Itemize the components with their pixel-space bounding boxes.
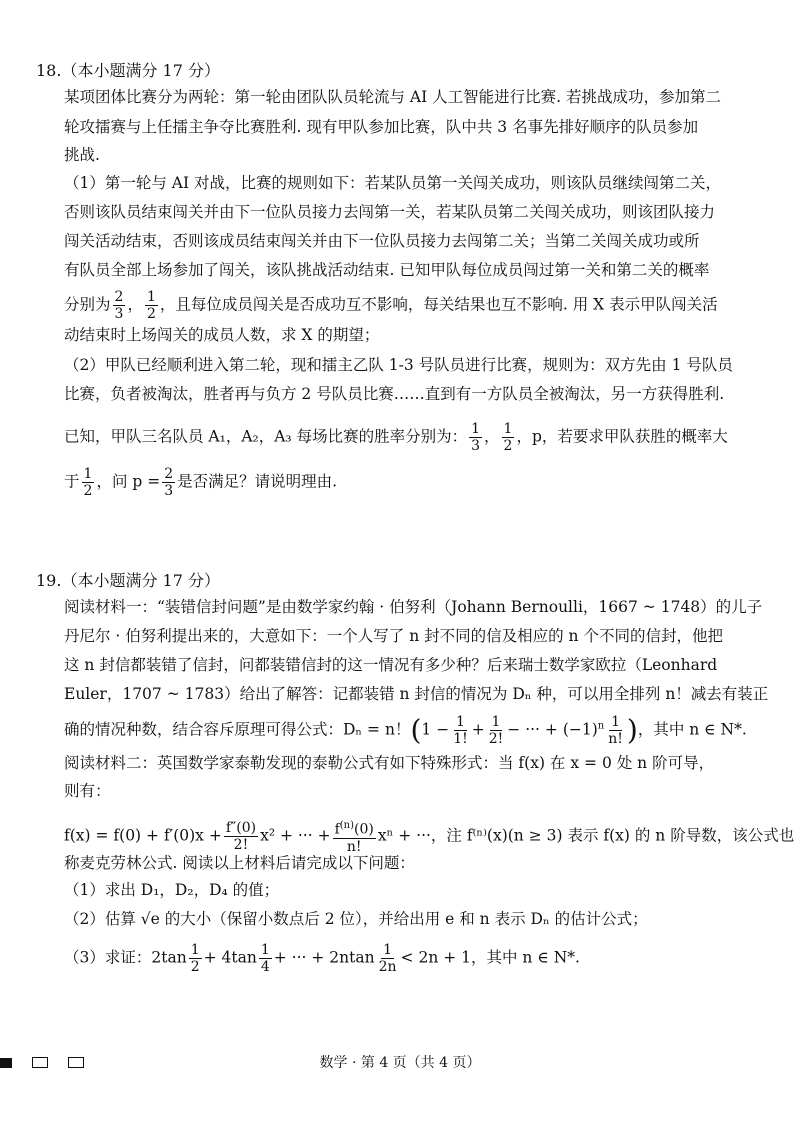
fraction-1-2n: $\frac{1}{2n}$ [378,942,397,975]
question-18-header [36,58,220,81]
question-19-number: 19. [36,571,62,590]
q19-line-12-b: + 4tan [203,948,257,967]
fraction-1-over-nfact: $\frac{1}{n!}$ [608,714,623,747]
q19-line-8-end: xⁿ + ···，注 f⁽ⁿ⁾(x)(n ≥ 3) 表示 f(x) 的 n 阶导数，该公式也 [377,826,795,845]
q19-line-10: （1）求出 D₁，D₂，D₄ 的值； [64,881,280,899]
q18-line-13-end: 是否满足？请说明理由. [177,472,338,491]
q19-line-7: 则有： [64,782,111,800]
q19-line-6: 阅读材料二：英国数学家泰勒发现的泰勒公式有如下特殊形式：当 f(x) 在 x = 0 处 n 阶可导， [64,754,715,772]
q18-line-1: 某项团体比赛分为两轮：第一轮由团队队员轮流与 AI 人工智能进行比赛. 若挑战成功，参加第二 [64,88,722,106]
q19-line-12-c: + ··· + 2ntan [273,948,375,967]
q19-line-5-end: ，其中 n ∈ N*. [637,720,747,739]
fraction-f2-over-2fact: $\frac{f''(0)}{2!}$ [225,819,257,853]
q18-line-12-start: 已知，甲队三名队员 A₁，A₂，A₃ 每场比赛的胜率分别为： [64,427,468,446]
q19-line-11: （2）估算 √e 的大小（保留小数点后 2 位），并给出用 e 和 n 表示 Dₙ 的估计公式； [64,910,648,928]
q18-line-8-start: 分别为 [64,295,111,314]
q18-line-12: 已知，甲队三名队员 A₁，A₂，A₃ 每场比赛的胜率分别为： $\frac{1}{3}$ ， $\frac{1}{2}$ ，p，若要求甲队获胜的概率大 [64,421,728,454]
question-19-header [36,568,220,591]
q18-line-13-mid: ，问 p = [96,472,161,491]
fraction-1-over-1fact: $\frac{1}{1!}$ [453,714,468,747]
q18-line-8: 分别为 $\frac{2}{3}$ ， $\frac{1}{2}$ ，且每位成员闯关是否成功互不影响，每关结果也互不影响. 用 X 表示甲队闯关活 [64,289,718,322]
q19-line-9: 称麦克劳林公式. 阅读以上材料后请完成以下问题： [64,854,415,872]
q18-line-8-end: ，且每位成员闯关是否成功互不影响，每关结果也互不影响. 用 X 表示甲队闯关活 [159,295,718,314]
q18-line-13 [64,466,762,499]
fraction-1-2-d: $\frac{1}{2}$ [190,942,200,975]
q18-line-12-end: ，p，若要求甲队获胜的概率大 [516,427,728,446]
q18-line-4: （1）第一轮与 AI 对战，比赛的规则如下：若某队员第一关闯关成功，则该队员继续闯第二关， [64,174,722,192]
q18-line-10: （2）甲队已经顺利进入第二轮，现和擂主乙队 1-3 号队员进行比赛，规则为：双方先由 1 号队员 [64,356,733,374]
q19-line-5: 确的情况种数，结合容斥原理可得公式：Dₙ = n！(1 − $\frac{1}{1!}$ + $\frac{1}{2!}$ − ··· + $(-1)^n$ $\frac{1}{n!}$ )，其中 n ∈ N*. [64,713,747,747]
q18-line-6: 闯关活动结束，否则该成员结束闯关并由下一位队员接力去闯第二关；当第二关闯关成功或所 [64,232,700,250]
q19-line-4: Euler，1707 ~ 1783）给出了解答：记都装错 n 封信的情况为 Dₙ 种，可以用全排列 n！减去有装正 [64,685,769,703]
fraction-1-over-2fact: $\frac{1}{2!}$ [488,714,504,747]
q18-line-7: 有队员全部上场参加了闯关，该队挑战活动结束. 已知甲队每位成员闯过第一关和第二关的概率 [64,261,710,279]
page-footer: 数学 · 第 4 页（共 4 页） [319,1055,481,1071]
fraction-2-3: $\frac{2}{3}$ [114,289,124,322]
q18-line-13-start: 于 [64,472,80,491]
question-19-score: （本小题满分 17 分） [61,571,220,590]
q19-line-2: 丹尼尔 · 伯努利提出来的，大意如下：一个人写了 n 封不同的信及相应的 n 个不同的信封，他把 [64,627,723,645]
q18-line-5: 否则该队员结束闯关并由下一位队员接力去闯第一关，若某队员第二关闯关成功，则该团队接力 [64,203,716,221]
q19-line-3: 这 n 封信都装错了信封，问都装错信封的这一情况有多少种？后来瑞士数学家欧拉（Leonhard [64,656,718,674]
q18-line-3: 挑战. [64,146,100,164]
fraction-1-2-c: $\frac{1}{2}$ [83,466,93,499]
fraction-1-2: $\frac{1}{2}$ [146,289,156,322]
question-18-number: 18. [36,61,62,80]
q19-line-1: 阅读材料一：“装错信封问题”是由数学家约翰 · 伯努利（Johann Bernoulli，1667 ~ 1748）的儿子 [64,598,763,616]
fraction-2-3-b: $\frac{2}{3}$ [164,466,174,499]
q19-line-5-start: 确的情况种数，结合容斥原理可得公式：Dₙ = n！ [64,720,411,739]
fraction-1-3: $\frac{1}{3}$ [471,421,480,454]
q19-line-8-start: f(x) = f(0) + f′(0)x + [64,826,222,845]
fraction-fn-over-nfact: $\frac{f^{(n)}(0)}{n!}$ [334,820,374,855]
q18-line-11: 比赛，负者被淘汰，胜者再与负方 2 号队员比赛……直到有一方队员全被淘汰，另一方获得胜利. [64,385,725,403]
q18-line-2: 轮攻擂赛与上任擂主争夺比赛胜利. 现有甲队参加比赛，队中共 3 名事先排好顺序的队员参加 [64,118,699,136]
q18-line-9: 动结束时上场闯关的成员人数，求 X 的期望； [64,326,380,344]
q19-line-12-d: < 2n + 1，其中 n ∈ N*. [400,948,580,967]
fraction-1-2-b: $\frac{1}{2}$ [503,421,513,454]
q19-line-12 [64,942,762,975]
question-18-score: （本小题满分 17 分） [61,61,220,80]
q19-line-12-a: （3）求证：2tan [64,948,187,967]
fraction-1-4: $\frac{1}{4}$ [260,942,270,975]
q19-line-8-mid: x² + ··· + [260,826,331,845]
q19-line-8 [64,818,795,855]
